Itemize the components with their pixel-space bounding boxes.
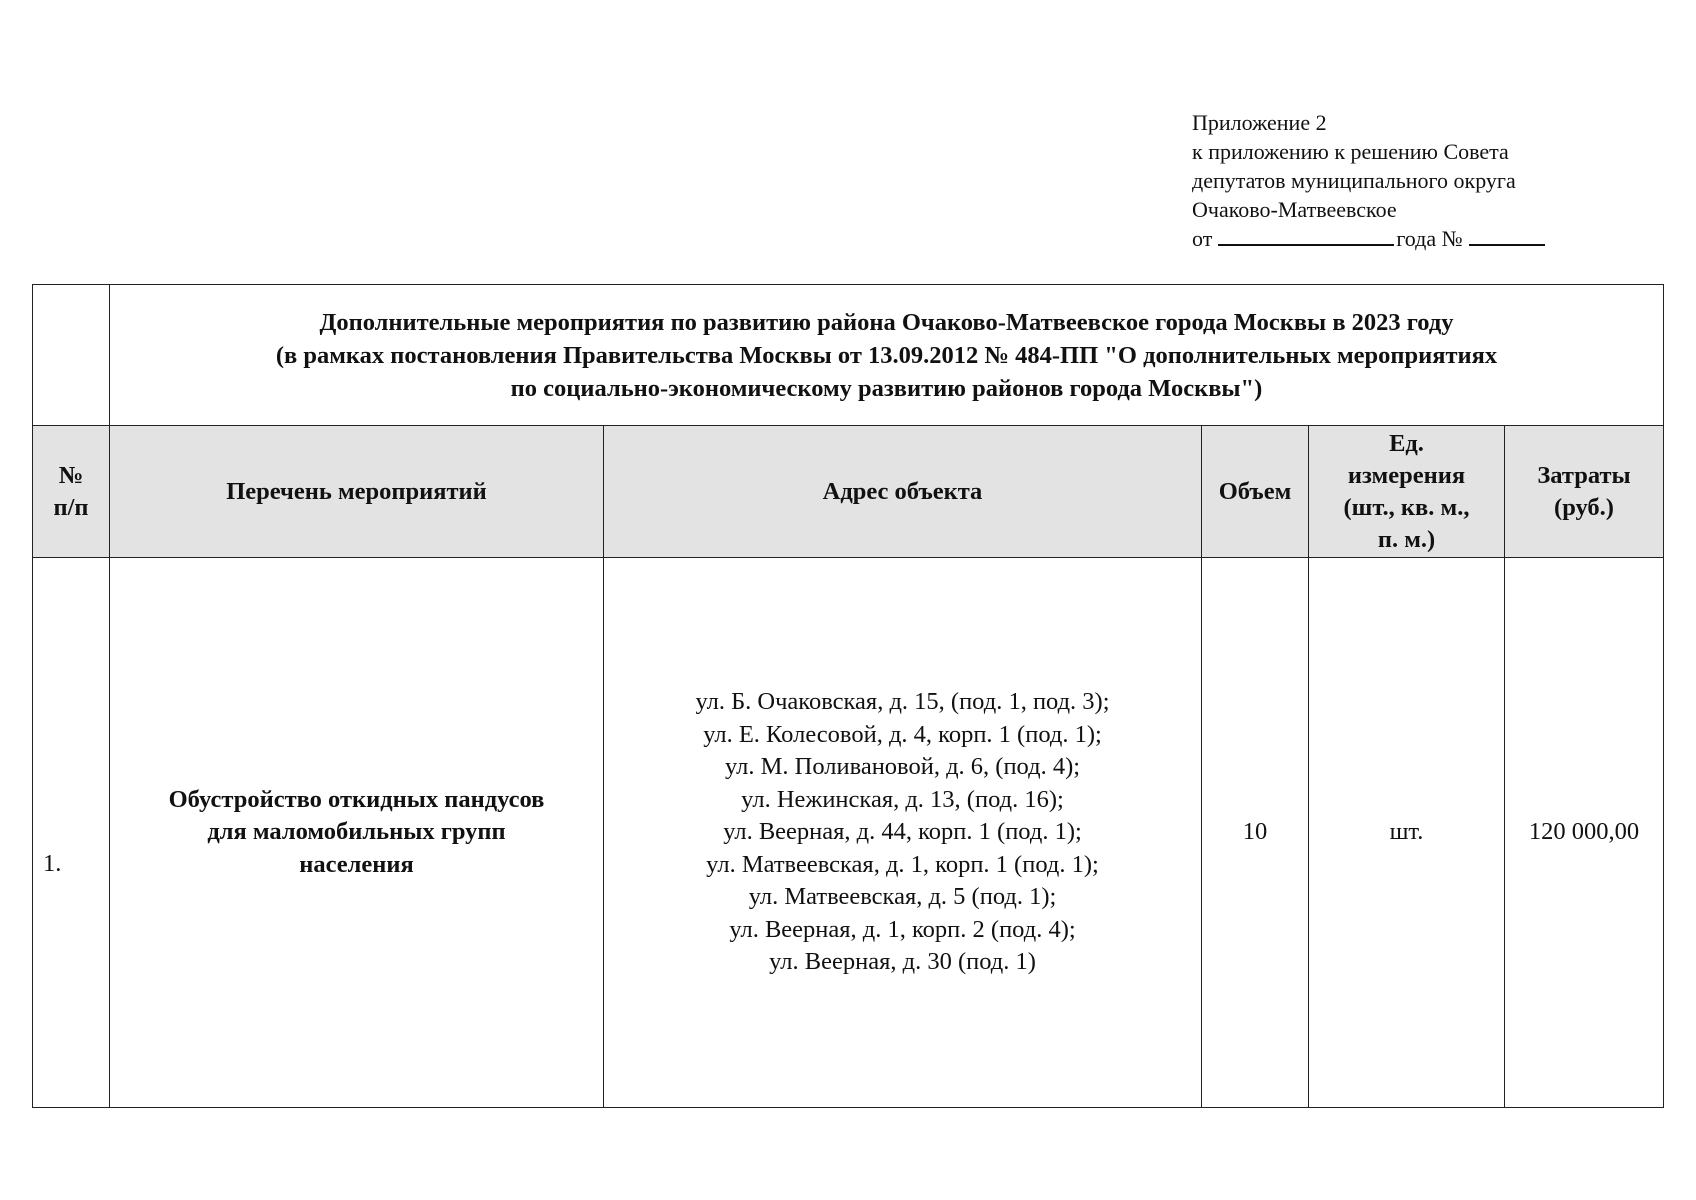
address-line: ул. Матвеевская, д. 5 (под. 1); <box>748 883 1057 911</box>
table-row <box>33 558 1664 1108</box>
address-line: ул. Матвеевская, д. 1, корп. 1 (под. 1); <box>706 850 1099 878</box>
row-activity-line-1: Обустройство откидных пандусов <box>168 785 545 813</box>
header-cost <box>1505 426 1664 558</box>
header-unit-line-3: (шт., кв. м., <box>1343 493 1470 521</box>
row-num: 1. <box>33 558 110 1108</box>
table-title <box>110 285 1664 426</box>
header-num <box>33 426 110 558</box>
table-title-line-1: Дополнительные мероприятия по развитию района Очаково-Матвеевское города Москвы в 2023 году <box>319 308 1454 336</box>
appendix-line-1: Приложение 2 <box>1192 110 1327 135</box>
header-unit <box>1309 426 1505 558</box>
table-title-row <box>33 285 1664 426</box>
address-line: ул. М. Поливановой, д. 6, (под. 4); <box>724 753 1081 781</box>
header-num-line-2: п/п <box>53 493 89 521</box>
row-activity-line-3: населения <box>299 850 414 878</box>
header-cost-line-1: Затраты <box>1537 461 1631 489</box>
date-blank <box>1218 226 1394 246</box>
row-cost: 120 000,00 <box>1505 558 1664 1108</box>
header-unit-line-1: Ед. <box>1389 429 1424 457</box>
date-prefix: от <box>1192 226 1213 251</box>
table-title-line-2: (в рамках постановления Правительства Москвы от 13.09.2012 № 484-ПП "О дополнительных мероприятиях <box>275 341 1498 369</box>
address-line: ул. Б. Очаковская, д. 15, (под. 1, под. 3); <box>695 688 1110 716</box>
header-address: Адрес объекта <box>604 426 1202 558</box>
header-cost-line-2: (руб.) <box>1554 493 1614 521</box>
address-line: ул. Веерная, д. 44, корп. 1 (под. 1); <box>723 818 1082 846</box>
number-blank <box>1469 226 1545 246</box>
row-activity <box>110 558 604 1108</box>
address-line: ул. Веерная, д. 1, корп. 2 (под. 4); <box>729 915 1076 943</box>
date-mid: года № <box>1396 226 1463 251</box>
header-unit-line-4: п. м.) <box>1377 525 1436 553</box>
title-empty-cell <box>33 285 110 426</box>
address-line: ул. Веерная, д. 30 (под. 1) <box>769 948 1036 976</box>
header-volume: Объем <box>1202 426 1309 558</box>
appendix-header <box>1192 108 1612 253</box>
appendix-line-4: Очаково-Матвеевское <box>1192 197 1397 222</box>
table-title-line-3: по социально-экономическому развитию районов города Москвы") <box>510 374 1263 402</box>
appendix-line-2: к приложению к решению Совета <box>1192 139 1509 164</box>
activities-table <box>32 284 1664 1108</box>
row-addresses <box>604 558 1202 1108</box>
header-num-line-1: № <box>58 461 84 489</box>
address-line: ул. Нежинская, д. 13, (под. 16); <box>741 785 1064 813</box>
header-activity: Перечень мероприятий <box>110 426 604 558</box>
row-activity-line-2: для маломобильных групп <box>207 818 506 846</box>
address-line: ул. Е. Колесовой, д. 4, корп. 1 (под. 1); <box>703 720 1102 748</box>
table-header-row <box>33 426 1664 558</box>
header-unit-line-2: измерения <box>1347 461 1466 489</box>
appendix-line-3: депутатов муниципального округа <box>1192 168 1516 193</box>
appendix-date-line <box>1192 224 1612 253</box>
row-volume: 10 <box>1202 558 1309 1108</box>
row-unit: шт. <box>1309 558 1505 1108</box>
